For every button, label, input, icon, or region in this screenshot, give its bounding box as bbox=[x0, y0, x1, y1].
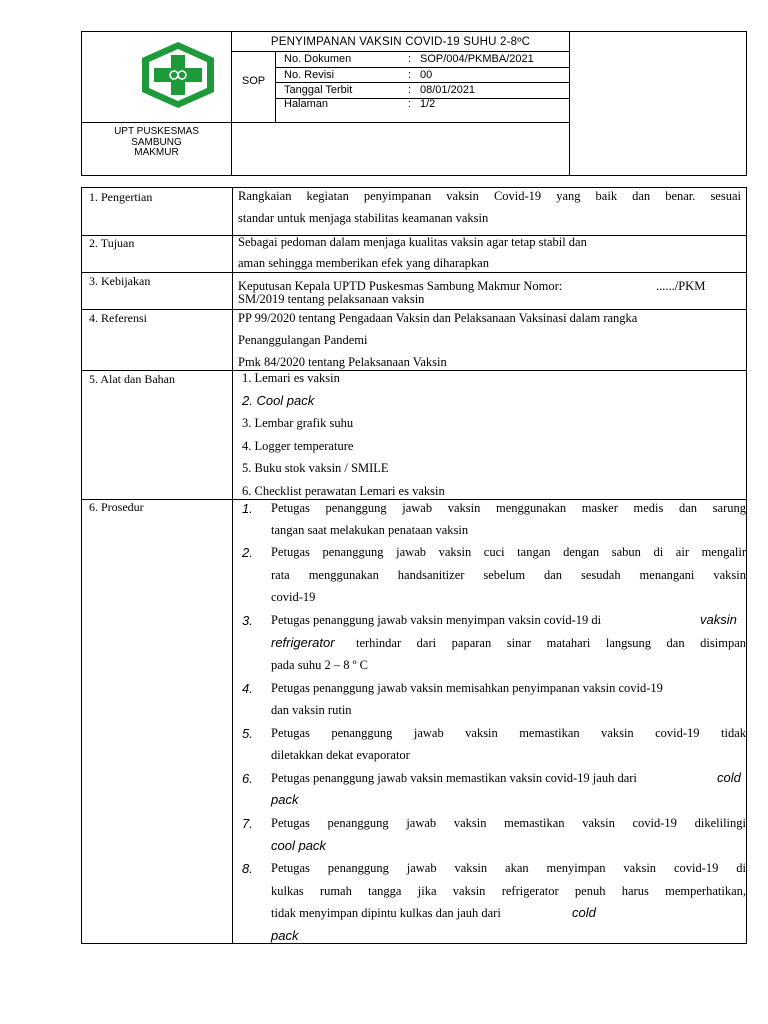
step-text: diletakkan dekat evaporator bbox=[271, 748, 410, 762]
step-text: Petugas penanggung jawab vaksin memastikan vaksin covid-19 jauh dari bbox=[271, 771, 637, 785]
text-line: aman sehingga memberikan efek yang diharapkan bbox=[238, 256, 489, 270]
row-divider bbox=[82, 370, 746, 371]
step-number: 5. bbox=[242, 726, 253, 741]
section-label-alat-bahan: 5. Alat dan Bahan bbox=[89, 372, 175, 386]
meta-label: Tanggal Terbit bbox=[284, 84, 353, 96]
meta-value: 08/01/2021 bbox=[420, 84, 476, 96]
meta-label: No. Dokumen bbox=[284, 53, 352, 65]
section-label-prosedur: 6. Prosedur bbox=[89, 500, 144, 514]
row-divider bbox=[82, 309, 746, 310]
meta-value: 1/2 bbox=[420, 97, 436, 110]
meta-row-halaman bbox=[276, 99, 569, 111]
step-text: tidak menyimpan dipintu kulkas dan jauh dari bbox=[271, 906, 501, 920]
meta-colon: : bbox=[408, 84, 412, 96]
step-text-italic: cold bbox=[717, 770, 741, 785]
document-header bbox=[81, 31, 747, 176]
list-item: 4. Logger temperature bbox=[242, 439, 354, 453]
org-line-2: SAMBUNG bbox=[131, 136, 182, 148]
step-number: 1. bbox=[242, 501, 253, 516]
org-line-3: MAKMUR bbox=[134, 147, 179, 158]
logo-cell bbox=[82, 32, 232, 123]
puskesmas-logo-icon bbox=[138, 40, 218, 110]
text-line: Rangkaian kegiatan penyimpanan vaksin Covid-19 yang baik dan benar. sesuai bbox=[238, 189, 741, 203]
text-line: Sebagai pedoman dalam menjaga kualitas vaksin agar tetap stabil dan bbox=[238, 235, 587, 249]
step-number: 4. bbox=[242, 681, 253, 696]
step-text-italic: cool pack bbox=[271, 838, 326, 853]
meta-label: Halaman bbox=[284, 97, 329, 110]
step-number: 2. bbox=[242, 545, 253, 560]
step-text-italic: pack bbox=[271, 928, 299, 943]
text-line: Keputusan Kepala UPTD Puskesmas Sambung Makmur Nomor: bbox=[238, 279, 563, 293]
step-text: Petugas penanggung jawab vaksin memastikan vaksin covid-19 dikelilingi bbox=[271, 816, 746, 830]
step-number: 6. bbox=[242, 771, 253, 786]
list-item: 5. Buku stok vaksin / SMILE bbox=[242, 461, 389, 475]
list-item: 3. Lembar grafik suhu bbox=[242, 416, 354, 430]
list-item: 2. Cool pack bbox=[242, 393, 315, 408]
step-text: tangan saat melakukan penataan vaksin bbox=[271, 523, 469, 537]
step-text-italic: cold bbox=[572, 905, 596, 920]
document-meta bbox=[276, 52, 570, 123]
text-line: Penanggulangan Pandemi bbox=[238, 333, 368, 347]
row-divider bbox=[82, 272, 746, 273]
row-divider bbox=[82, 499, 746, 500]
meta-row-dokumen bbox=[276, 52, 569, 68]
step-text: Petugas penanggung jawab vaksin akan menyimpan vaksin covid-19 di bbox=[271, 861, 746, 875]
org-line-1: UPT PUSKESMAS bbox=[114, 126, 199, 137]
step-text: covid-19 bbox=[271, 590, 316, 604]
section-label-tujuan: 2. Tujuan bbox=[89, 236, 135, 250]
step-text: Petugas penanggung jawab vaksin menyimpan vaksin covid-19 di bbox=[271, 613, 602, 627]
organization-name bbox=[82, 123, 232, 175]
meta-row-revisi bbox=[276, 68, 569, 84]
text-line: standar untuk menjaga stabilitas keamanan vaksin bbox=[238, 211, 489, 225]
step-text: rata menggunakan handsanitizer sebelum dan sesudah menangani vaksin bbox=[271, 568, 746, 582]
step-text: terhindar dari paparan sinar matahari langsung dan disimpan bbox=[356, 636, 746, 650]
step-number: 8. bbox=[242, 861, 253, 876]
meta-label: No. Revisi bbox=[284, 68, 335, 81]
step-text-italic: vaksin bbox=[700, 612, 737, 627]
step-text: kulkas rumah tangga jika vaksin refrigerator penuh harus memperhatikan, bbox=[271, 884, 746, 898]
step-number: 7. bbox=[242, 816, 253, 831]
text-line: PP 99/2020 tentang Pengadaan Vaksin dan Pelaksanaan Vaksinasi dalam rangka bbox=[238, 311, 638, 325]
section-label-referensi: 4. Referensi bbox=[89, 311, 147, 325]
sop-content-table bbox=[81, 187, 747, 944]
text-line: ....../PKM bbox=[656, 279, 706, 293]
document-title: PENYIMPANAN VAKSIN COVID-19 SUHU 2-8ºC bbox=[232, 32, 570, 52]
meta-value: 00 bbox=[420, 68, 433, 81]
step-text-italic: pack bbox=[271, 792, 299, 807]
step-text: Petugas penanggung jawab vaksin memastikan vaksin covid-19 tidak bbox=[271, 726, 746, 740]
meta-value: SOP/004/PKMBA/2021 bbox=[420, 53, 534, 65]
step-text: Petugas penanggung jawab vaksin menggunakan masker medis dan sarung bbox=[271, 501, 746, 515]
text-line: SM/2019 tentang pelaksanaan vaksin bbox=[238, 292, 425, 306]
step-text: dan vaksin rutin bbox=[271, 703, 352, 717]
signature-cell bbox=[232, 123, 570, 175]
list-item: 1. Lemari es vaksin bbox=[242, 371, 340, 385]
text-line: Pmk 84/2020 tentang Pelaksanaan Vaksin bbox=[238, 355, 447, 369]
meta-colon: : bbox=[408, 53, 412, 65]
step-text: pada suhu 2 – 8 º C bbox=[271, 658, 368, 672]
section-label-pengertian: 1. Pengertian bbox=[89, 190, 153, 204]
step-number: 3. bbox=[242, 613, 253, 628]
section-label-kebijakan: 3. Kebijakan bbox=[89, 274, 151, 288]
step-text: Petugas penanggung jawab vaksin memisahkan penyimpanan vaksin covid-19 bbox=[271, 681, 663, 695]
column-divider bbox=[232, 188, 233, 943]
meta-row-tanggal bbox=[276, 83, 569, 99]
meta-colon: : bbox=[408, 97, 412, 110]
step-text-italic: refrigerator bbox=[271, 635, 335, 650]
step-text: Petugas penanggung jawab vaksin cuci tangan dengan sabun di air mengalir bbox=[271, 545, 746, 559]
meta-colon: : bbox=[408, 68, 412, 81]
sop-label: SOP bbox=[232, 52, 276, 123]
list-item: 6. Checklist perawatan Lemari es vaksin bbox=[242, 484, 445, 498]
